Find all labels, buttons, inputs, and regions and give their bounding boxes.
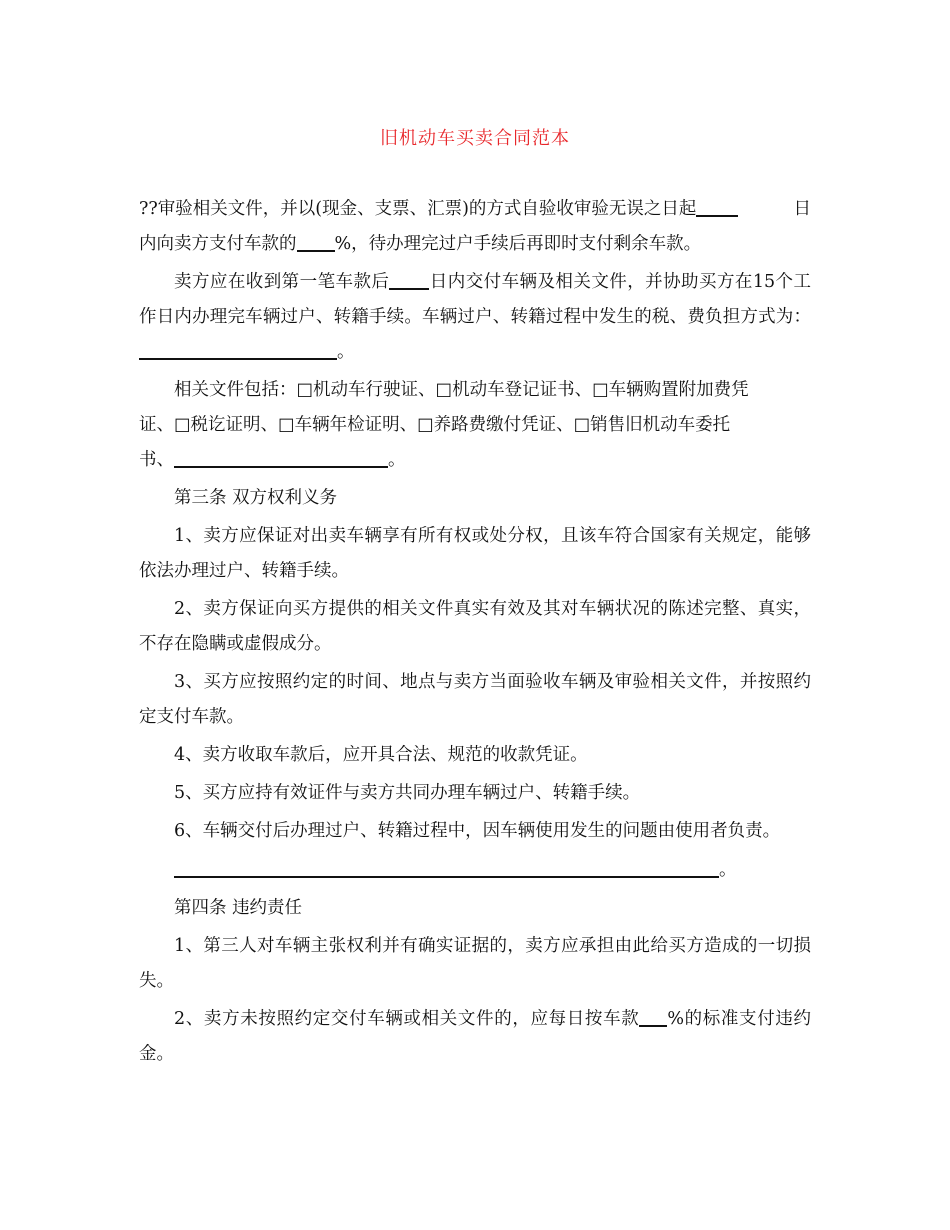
- article-3-heading: 第三条 双方权利义务: [174, 488, 338, 508]
- additional-terms-blank: [174, 857, 719, 878]
- related-documents-paragraph: [139, 373, 811, 478]
- tax-method-blank: [139, 339, 337, 360]
- payment-paragraph: [139, 192, 811, 262]
- payment-line-1: [139, 192, 811, 227]
- penalty-percent-blank: [639, 1006, 667, 1027]
- article-3-item-1: 1、卖方应保证对出卖车辆享有所有权或处分权，且该车符合国家有关规定，能够依法办理过户、转籍手续。: [139, 526, 811, 581]
- days-blank: [696, 196, 738, 217]
- article-4-heading: 第四条 违约责任: [174, 898, 303, 918]
- payment-text-1-end: 日: [793, 199, 811, 219]
- article-4-item-2: 2、卖方未按照约定交付车辆或相关文件的，应每日按车款 %的标准支付违约金。: [139, 1002, 811, 1072]
- article-3-item-3: 3、买方应按照约定的时间、地点与卖方当面验收车辆及审验相关文件，并按照约定支付车款。: [139, 672, 811, 727]
- article-4-item-1: 1、第三人对车辆主张权利并有确实证据的，卖方应承担由此给买方造成的一切损失。: [139, 936, 811, 991]
- article-3-item-2: 2、卖方保证向买方提供的相关文件真实有效及其对车辆状况的陈述完整、真实，不存在隐瞒或虚假成分。: [139, 599, 811, 654]
- payment-text-1: ??审验相关文件，并以(现金、支票、汇票)的方式自验收审验无误之日起: [139, 192, 738, 227]
- document-title: 旧机动车买卖合同范本: [380, 128, 570, 149]
- payment-line-2: 内向卖方支付车款的 %，待办理完过户手续后再即时支付剩余车款。: [139, 227, 811, 262]
- related-documents-line-1: 相关文件包括：□机动车行驶证、□机动车登记证书、□车辆购置附加费凭: [174, 380, 749, 400]
- delivery-paragraph: 卖方应在收到第一笔车款后 日内交付车辆及相关文件，并协助买方在15个工作日内办理完车辆过户、转籍手续。车辆过户、转籍过程中发生的税、费负担方式为：。: [139, 265, 811, 370]
- additional-terms-line: 。: [139, 853, 811, 888]
- article-3-item-5: 5、买方应持有效证件与卖方共同办理车辆过户、转籍手续。: [174, 783, 641, 803]
- article-3-item-4: 4、卖方收取车款后，应开具合法、规范的收款凭证。: [174, 745, 588, 765]
- percent-blank: [297, 231, 335, 252]
- related-documents-line-2: 证、□税讫证明、□车辆年检证明、□养路费缴付凭证、□销售旧机动车委托: [139, 415, 731, 435]
- article-3-item-6: 6、车辆交付后办理过户、转籍过程中，因车辆使用发生的问题由使用者负责。: [174, 821, 781, 841]
- other-documents-blank: [174, 447, 388, 468]
- related-documents-line-3: 书、 。: [139, 443, 811, 478]
- delivery-days-blank: [389, 269, 429, 290]
- document-body: [139, 192, 811, 1075]
